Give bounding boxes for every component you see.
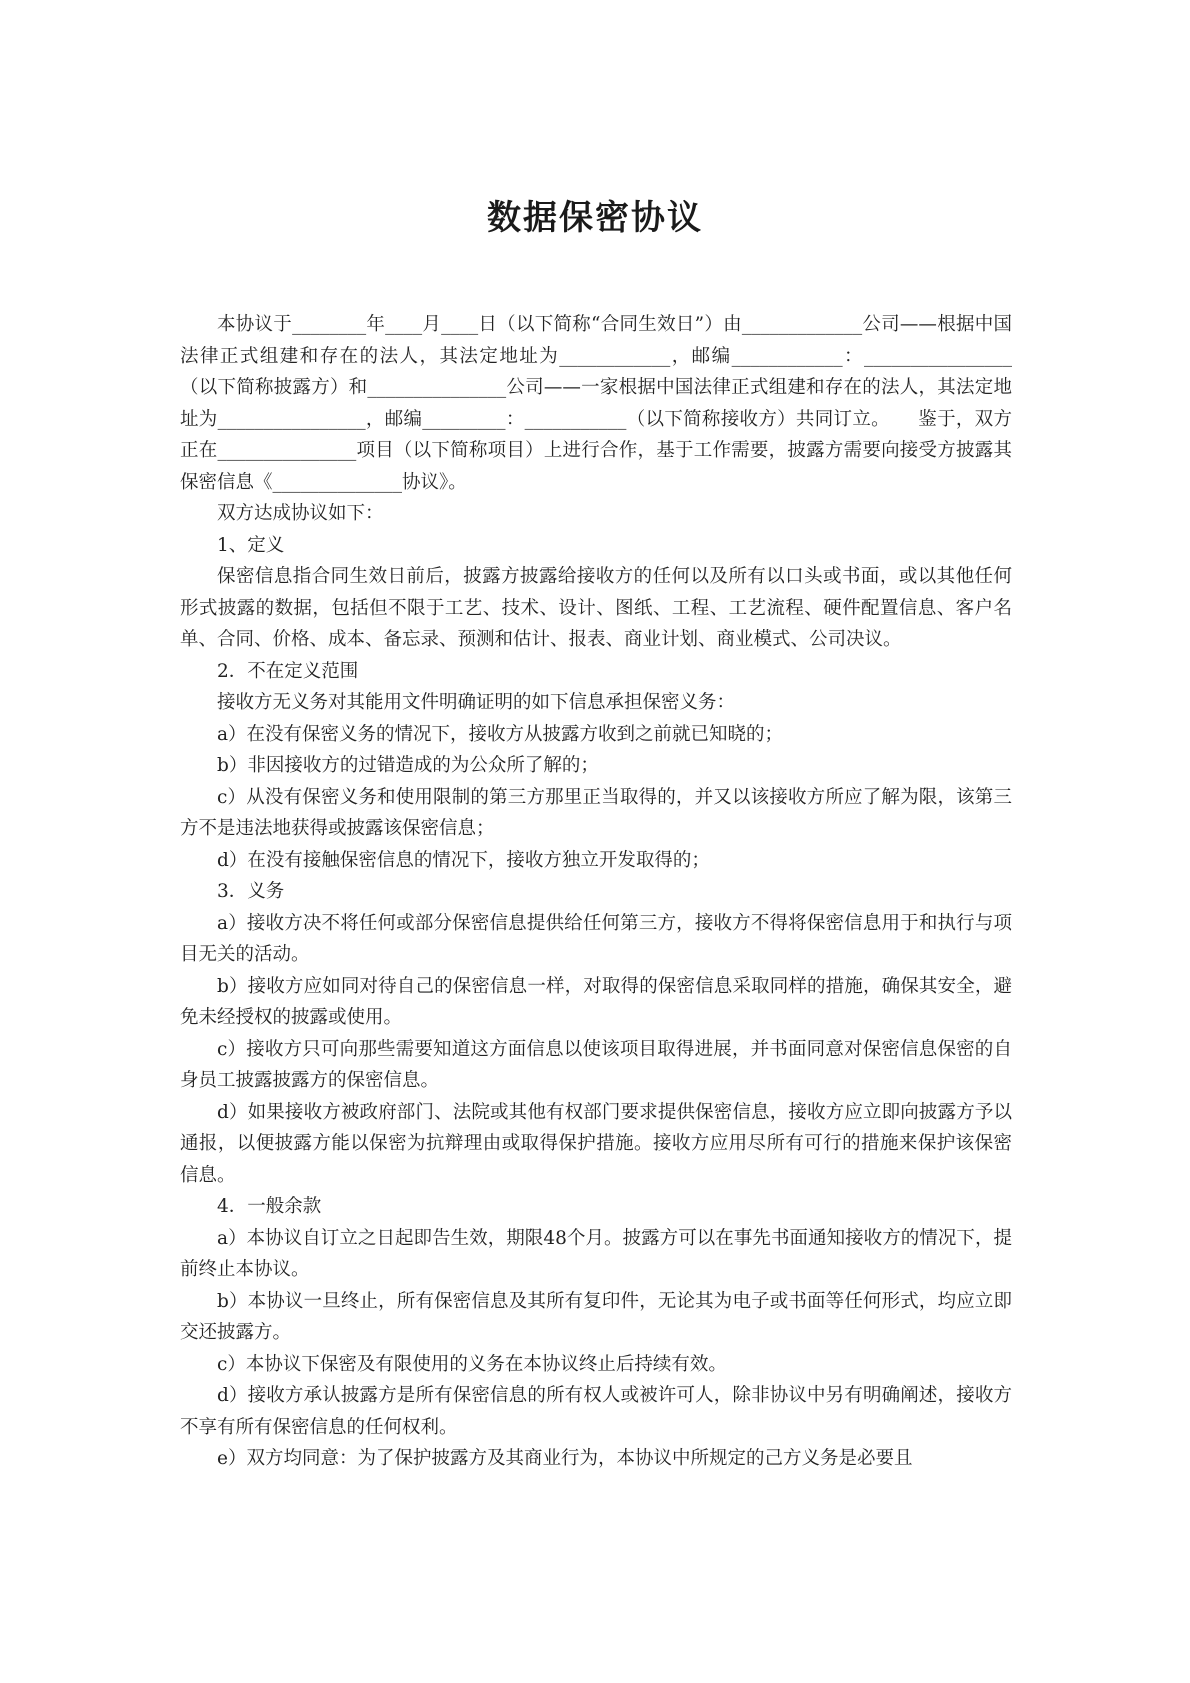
- clause-item: a）接收方决不将任何或部分保密信息提供给任何第三方，接收方不得将保密信息用于和执行与项目无关的活动。: [180, 912, 1012, 965]
- clause-item: a）在没有保密义务的情况下，接收方从披露方收到之前就已知晓的；: [217, 723, 784, 745]
- section-heading-exclusions: 2．不在定义范围: [217, 660, 359, 682]
- section-heading-definition: 1、定义: [217, 534, 285, 556]
- clause-item: b）非因接收方的过错造成的为公众所了解的；: [217, 755, 599, 776]
- clause-item: b）接收方应如同对待自己的保密信息一样，对取得的保密信息采取同样的措施，确保其安全，避免未经授权的披露或使用。: [180, 975, 1012, 1028]
- clause-item: a）本协议自订立之日起即告生效，期限48个月。披露方可以在事先书面通知接收方的情况下，提前终止本协议。: [180, 1227, 1012, 1280]
- document-body: [180, 309, 1012, 1475]
- document-title: 数据保密协议: [487, 198, 703, 238]
- clause-item: d）如果接收方被政府部门、法院或其他有权部门要求提供保密信息，接收方应立即向披露方予以通报，以便披露方能以保密为抗辩理由或取得保护措施。接收方应用尽所有可行的措施来保护该保密信息。: [180, 1101, 1012, 1186]
- paragraph-preamble: 本协议于________年____月____日（以下简称“合同生效日”）由_____________公司——根据中国法律正式组建和存在的法人，其法定地址为____________，邮编____________：________________（以下简称披露方）和_______________公司——一家根据中国法律正式组建和存在的法人，其法定地址为________________，邮编_________：___________（以下简称接收方）共同订立。 鉴于，双方正在_______________项目（以下简称项目）上进行合作，基于工作需要，披露方需要向接受方披露其保密信息《______________协议》。: [180, 314, 1012, 493]
- clause-item: c）接收方只可向那些需要知道这方面信息以使该项目取得进展，并书面同意对保密信息保密的自身员工披露披露方的保密信息。: [180, 1038, 1012, 1091]
- clause-item: c）从没有保密义务和使用限制的第三方那里正当取得的，并又以该接收方所应了解为限，该第三方不是违法地获得或披露该保密信息；: [180, 786, 1012, 839]
- section-heading-general: 4．一般余款: [217, 1196, 322, 1217]
- clause-item: e）双方均同意：为了保护披露方及其商业行为，本协议中所规定的己方义务是必要且: [217, 1448, 913, 1469]
- clause-item: c）本协议下保密及有限使用的义务在本协议终止后持续有效。: [217, 1353, 727, 1375]
- clause-item: d）在没有接触保密信息的情况下，接收方独立开发取得的；: [217, 849, 710, 871]
- section-heading-obligations: 3．义务: [217, 881, 285, 902]
- clause-item: b）本协议一旦终止，所有保密信息及其所有复印件，无论其为电子或书面等任何形式，均应立即交还披露方。: [180, 1290, 1012, 1343]
- paragraph-exclusions-intro: 接收方无义务对其能用文件明确证明的如下信息承担保密义务：: [217, 692, 736, 713]
- paragraph-definition: 保密信息指合同生效日前后，披露方披露给接收方的任何以及所有以口头或书面，或以其他任何形式披露的数据，包括但不限于工艺、技术、设计、图纸、工程、工艺流程、硬件配置信息、客户名单、合同、价格、成本、备忘录、预测和估计、报表、商业计划、商业模式、公司决议。: [180, 566, 1012, 650]
- clause-item: d）接收方承认披露方是所有保密信息的所有权人或被许可人，除非协议中另有明确阐述，接收方不享有所有保密信息的任何权利。: [180, 1385, 1012, 1438]
- paragraph-agreement-intro: 双方达成协议如下：: [217, 503, 384, 524]
